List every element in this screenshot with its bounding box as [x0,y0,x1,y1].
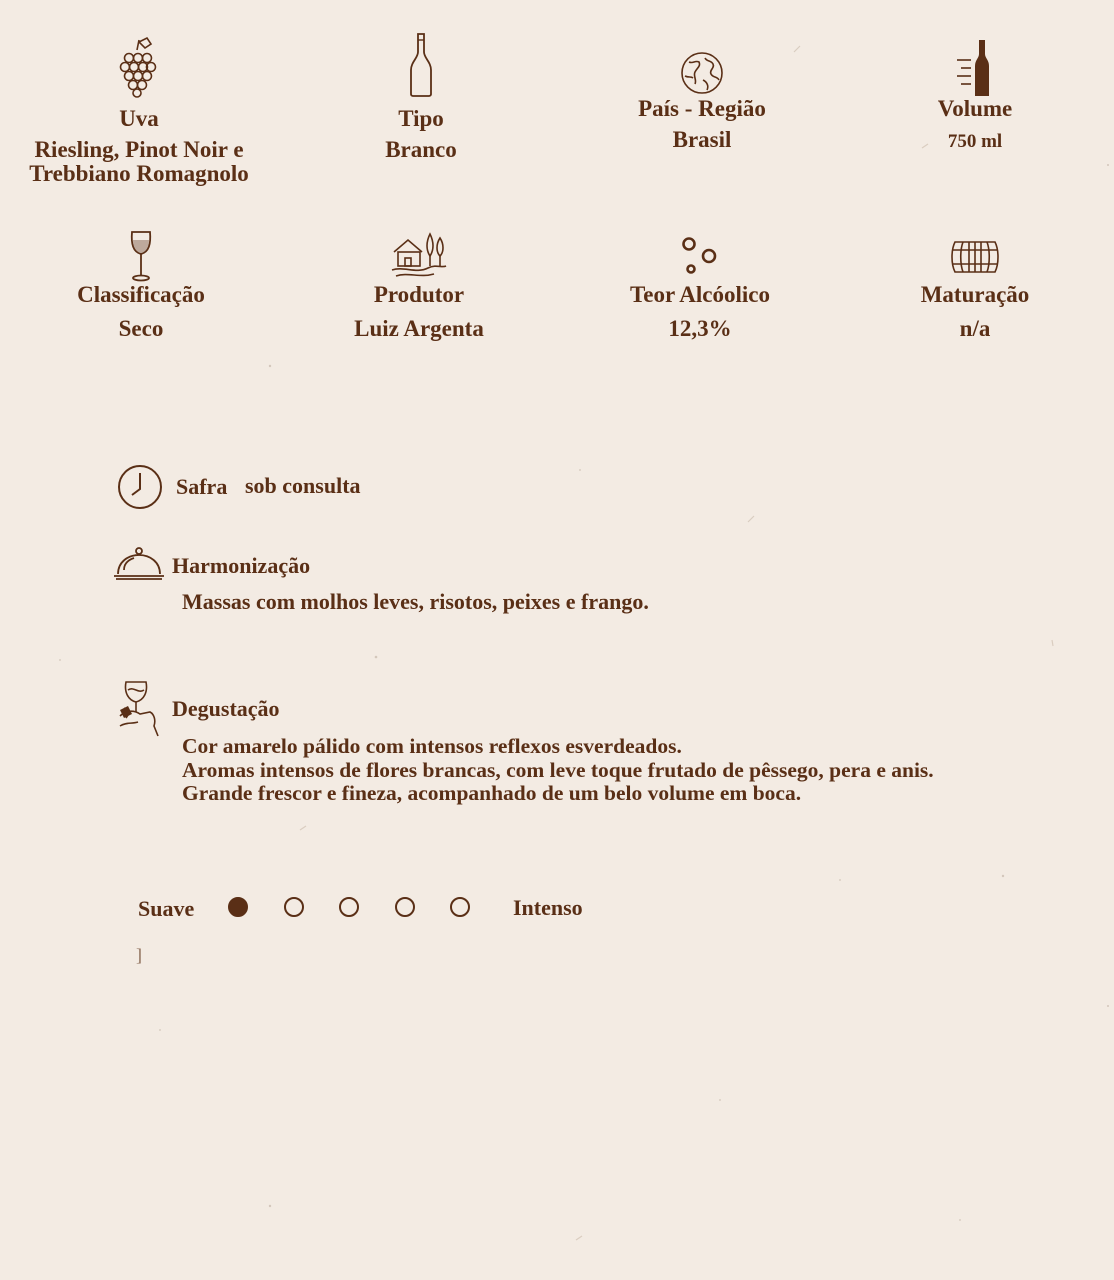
spec-value: 750 ml [947,131,1003,152]
intensity-dot [450,897,470,917]
spec-label: Uva [119,106,159,131]
spec-value: 12,3% [668,316,732,341]
harmonizacao-value: Massas com molhos leves, risotos, peixes e frango. [182,589,649,614]
spec-produtor [284,230,554,341]
spec-teor-alcoolico [565,236,835,341]
harmonizacao-label: Harmonização [172,553,311,578]
globe-icon [679,50,725,96]
spec-label: Tipo [398,106,444,131]
degustacao-label: Degustação [172,696,280,721]
stray-mark: ] [136,945,142,965]
safra-label: Safra [176,474,228,499]
spec-value: Brasil [672,127,732,152]
tasting-line: Cor amarelo pálido com intensos reflexos esverdeados. [182,734,682,758]
bubbles-icon [680,236,720,276]
spec-label: Produtor [373,282,465,307]
tasting-glass-hand-icon [116,680,162,738]
spec-volume [840,36,1110,154]
spec-value: Seco [118,316,164,341]
intensity-dot [228,897,248,917]
clock-icon [116,463,164,511]
winery-icon [390,230,448,280]
spec-value: n/a [959,316,991,341]
spec-label: Classificação [77,282,205,307]
spec-tipo [286,30,556,162]
bottle-outline-icon [409,32,433,98]
spec-pais-regiao [567,48,837,152]
bottle-volume-icon [953,38,997,98]
spec-label: País - Região [638,96,766,121]
degustacao-text [182,735,934,806]
cloche-icon [112,546,166,582]
spec-label: Volume [937,96,1013,121]
spec-value: Branco [385,137,457,162]
intensity-dot [284,897,304,917]
intensity-dot [339,897,359,917]
wine-glass-icon [129,230,153,282]
intensity-left-label: Suave [138,896,195,921]
intensity-dot [395,897,415,917]
spec-classificacao [6,230,276,341]
spec-maturacao [840,238,1110,341]
spec-uva [4,36,274,186]
grapes-icon [117,36,161,98]
barrel-icon [949,238,1001,276]
intensity-right-label: Intenso [513,895,583,920]
spec-value: Riesling, Pinot Noir e Trebbiano Romagnolo [29,137,249,186]
tasting-line: Aromas intensos de flores brancas, com leve toque frutado de pêssego, pera e anis. [182,757,934,782]
safra-value: sob consulta [245,473,361,498]
spec-value: Luiz Argenta [354,316,484,341]
spec-label: Teor Alcóolico [630,282,770,307]
spec-label: Maturação [920,282,1030,307]
tasting-line: Grande frescor e fineza, acompanhado de um belo volume em boca. [182,781,802,805]
